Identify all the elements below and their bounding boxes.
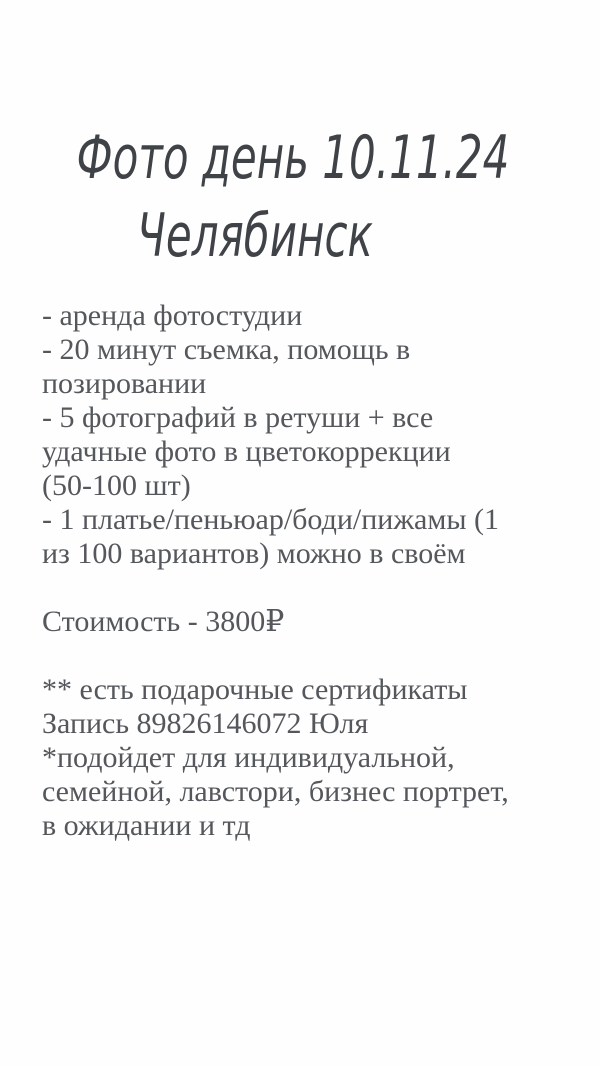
offer-item-line: из 100 вариантов) можно в своём	[42, 537, 466, 570]
page-title	[76, 119, 510, 275]
booking-phone-line: Запись 89826146072 Юля	[42, 707, 369, 740]
suitable-for-note-line: *подойдет для индивидуальной,	[42, 741, 455, 774]
title-city: Челябинск	[137, 201, 373, 271]
offer-item-line: - 5 фотографий в ретуши + все	[42, 401, 434, 434]
suitable-for-note-line: семейной, лавстори, бизнес портрет,	[42, 775, 509, 808]
offer-details	[42, 299, 582, 843]
title-event-date: Фото день 10.11.24	[76, 123, 510, 193]
offer-item-line: удачные фото в цветокоррекции	[42, 435, 451, 468]
offer-items-list	[42, 299, 582, 571]
offer-item-line: (50-100 шт)	[42, 469, 191, 502]
notes-section	[42, 673, 582, 843]
price-text: Стоимость - 3800₽	[42, 605, 285, 638]
gift-certificates-note: ** есть подарочные сертификаты	[42, 673, 468, 706]
price-section	[42, 605, 582, 639]
offer-item-line: - 1 платье/пеньюар/боди/пижамы (1	[42, 503, 500, 536]
offer-item-line: - аренда фотостудии	[42, 299, 303, 332]
offer-item-line: - 20 минут съемка, помощь в	[42, 333, 411, 366]
offer-item-line: позировании	[42, 367, 207, 400]
suitable-for-note-line: в ожидании и тд	[42, 809, 251, 842]
